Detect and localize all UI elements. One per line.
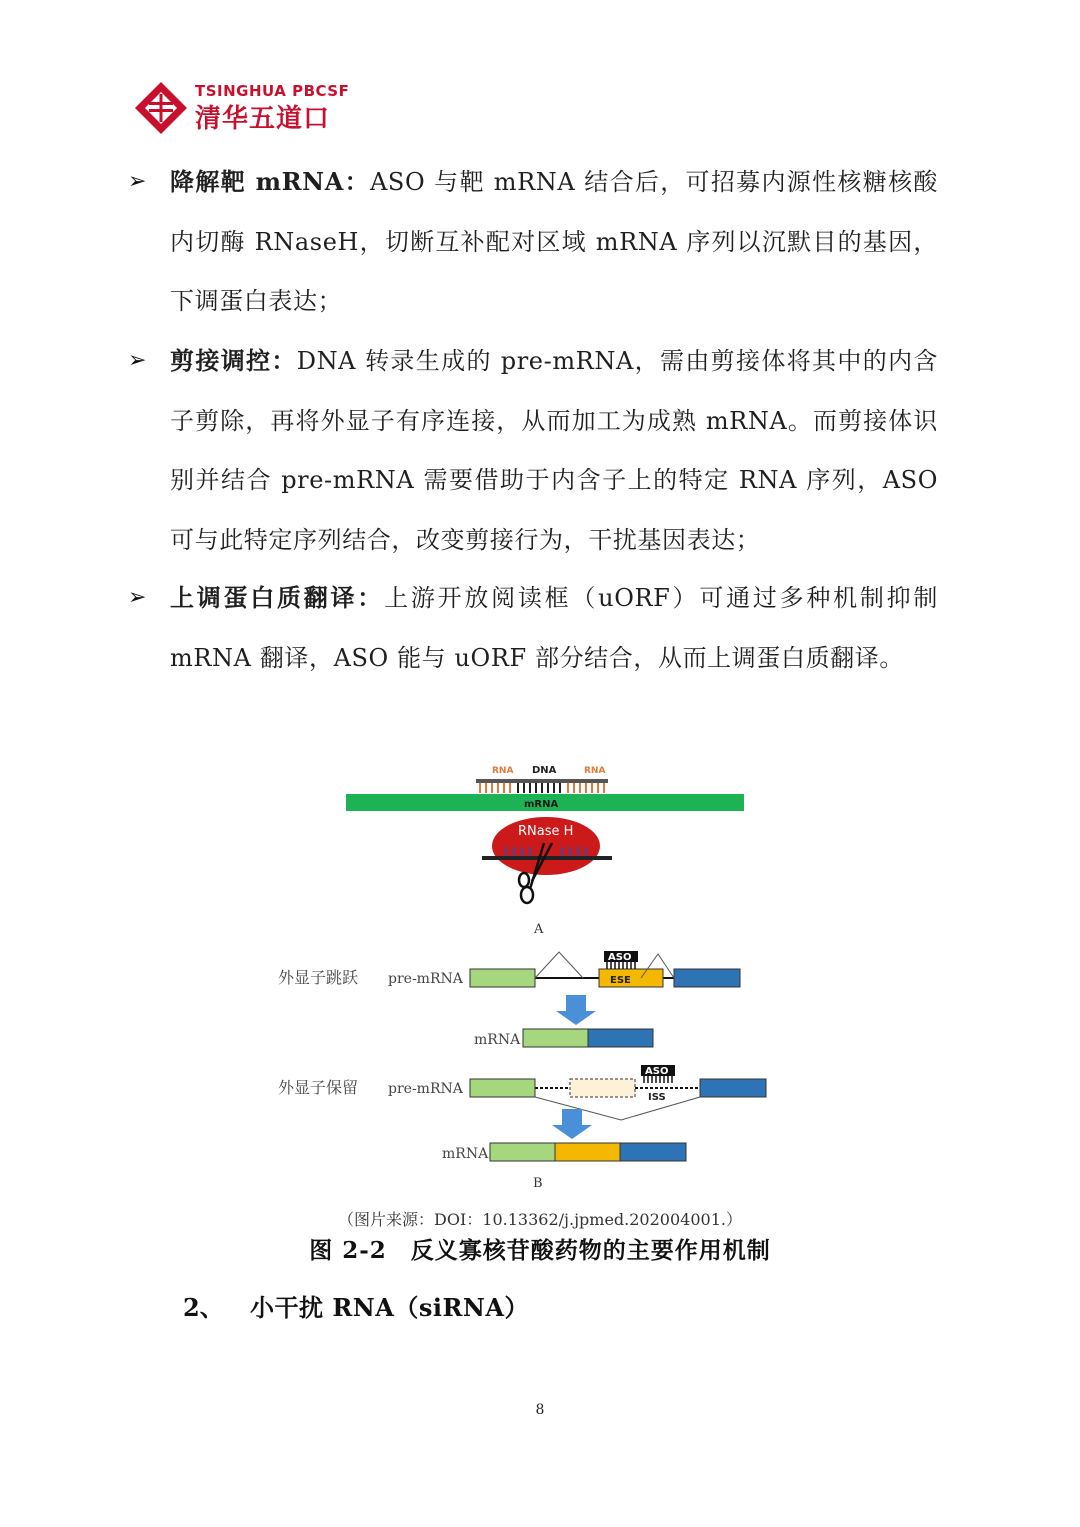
mrna-label-b2: mRNA (442, 1146, 489, 1162)
pre-mrna-label-1: pre-mRNA (388, 971, 463, 987)
logo-text-en: TSINGHUA PBCSF (195, 82, 350, 100)
rnase-h-label: RNase H (518, 824, 574, 839)
panel-b-exon-retention (278, 1065, 766, 1191)
bullet-arrow-icon: ➢ (128, 169, 147, 194)
bullet-item (128, 331, 938, 570)
panel-b-exon-skipping (278, 951, 740, 1048)
section-number: 2、 (183, 1293, 224, 1322)
dna-label: DNA (532, 765, 557, 776)
aso-backbone (476, 779, 608, 783)
mrna-label-a: mRNA (524, 799, 559, 810)
bullet-body (170, 152, 938, 332)
arrow-down-icon (556, 995, 596, 1025)
aso-ticks-1 (607, 962, 635, 969)
page-number: 8 (535, 1402, 545, 1418)
rna-ticks-left (480, 783, 510, 793)
bullet-heading: 剪接调控： (170, 346, 297, 375)
bullet-item (128, 152, 938, 332)
bullet-body (170, 331, 938, 570)
bullet-heading: 降解靶 mRNA： (170, 167, 370, 196)
aso-label-2: ASO (645, 1066, 669, 1077)
figure-source: （图片来源：DOI：10.13362/j.jpmed.202004001.） (338, 1210, 742, 1229)
cleaved-strand (482, 856, 612, 860)
bullet-item (128, 568, 938, 688)
exon-green-1 (470, 969, 535, 987)
figure-caption: 图 2-2 反义寡核苷酸药物的主要作用机制 (309, 1237, 771, 1264)
panel-a-label: A (534, 922, 544, 937)
panel-a (346, 765, 744, 937)
aso-label-1: ASO (608, 952, 632, 963)
mechanism-figure (270, 755, 790, 1195)
mature-exon-blue-1 (588, 1029, 653, 1047)
bullet-arrow-icon: ➢ (128, 348, 147, 373)
panel-b-label: B (533, 1176, 543, 1191)
mechanism-diagram (270, 755, 790, 1195)
section-title: 小干扰 RNA（siRNA） (250, 1293, 529, 1322)
mature-exon-green-1 (523, 1029, 588, 1047)
dna-ticks (518, 783, 560, 793)
bullet-text: ASO 与靶 mRNA 结合后，可招募内源性核糖核酸内切酶 RNaseH，切断互补配对区域 mRNA 序列以沉默目的基因，下调蛋白表达； (170, 168, 938, 315)
arrow-down-icon (552, 1109, 592, 1139)
logo-text-cn: 清华五道口 (195, 104, 331, 134)
exon-blue-1 (674, 969, 740, 987)
exon-retained-2 (570, 1079, 635, 1097)
splice-arc-1 (535, 952, 583, 978)
bullet-heading: 上调蛋白质翻译： (170, 583, 385, 612)
aso-ticks-2 (644, 1076, 672, 1083)
iss-label: ISS (648, 1092, 666, 1103)
mature-exon-yellow-2 (555, 1143, 620, 1161)
bullet-body (170, 568, 938, 688)
exon-yellow-1 (599, 969, 663, 987)
bullet-text: DNA 转录生成的 pre-mRNA，需由剪接体将其中的内含子剪除，再将外显子有序连接，从而加工为成熟 mRNA。而剪接体识别并结合 pre-mRNA 需要借助于内含子上的特定 RNA 序列，ASO 可与此特定序列结合，改变剪接行为，干扰基因表达； (170, 347, 939, 554)
exon-skipping-title: 外显子跳跃 (278, 968, 359, 987)
bullet-text: 上游开放阅读框（uORF）可通过多种机制抑制 mRNA 翻译，ASO 能与 uORF 部分结合，从而上调蛋白质翻译。 (170, 584, 938, 672)
logo (133, 80, 373, 136)
splice-arc-3 (535, 1097, 700, 1120)
ese-label: ESE (610, 975, 631, 986)
mrna-label-b1: mRNA (474, 1032, 521, 1048)
rna-left-label: RNA (492, 766, 514, 776)
exon-green-2 (470, 1079, 535, 1097)
bullet-arrow-icon: ➢ (128, 585, 147, 610)
mature-exon-blue-2 (620, 1143, 686, 1161)
rna-right-label: RNA (584, 766, 606, 776)
exon-retention-title: 外显子保留 (278, 1078, 359, 1097)
pre-mrna-label-2: pre-mRNA (388, 1081, 463, 1097)
logo-emblem-icon (133, 80, 189, 136)
rna-ticks-right (568, 783, 604, 793)
mature-exon-green-2 (490, 1143, 555, 1161)
exon-blue-2 (700, 1079, 766, 1097)
